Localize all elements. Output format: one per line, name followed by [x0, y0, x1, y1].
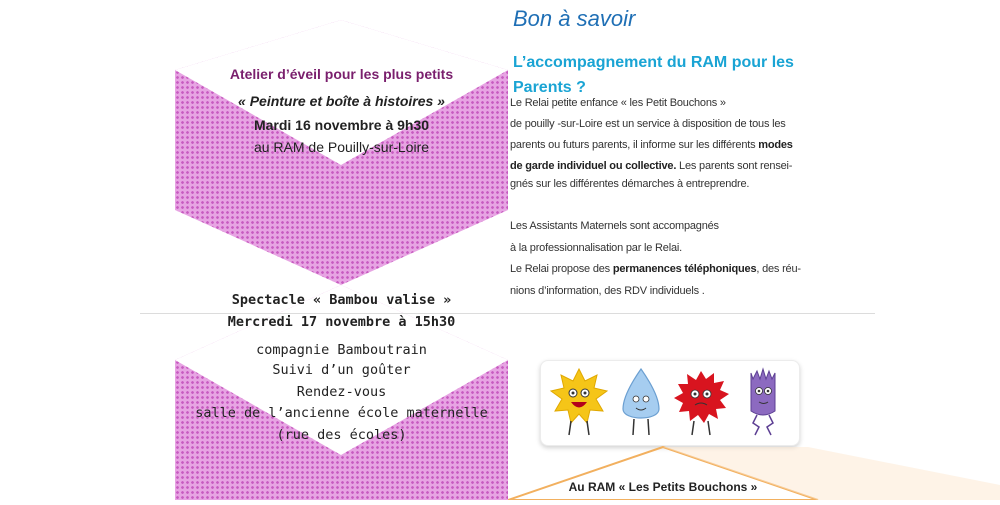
spectacle-line: (rue des écoles): [276, 427, 407, 443]
para-text: Les parents sont rensei-: [676, 160, 793, 172]
para-line: [510, 135, 793, 156]
atelier-label: Atelier d’éveil pour les plus petits: [229, 66, 454, 82]
info-subheading: L’accompagnement du RAM pour les Parents ?: [513, 54, 794, 96]
para-bold: permanences téléphoniques: [612, 263, 757, 275]
para-line: nions d’information, des RDV individuels .: [510, 285, 705, 297]
para-line: de pouilly -sur-Loire est un service à disposition de tous les: [510, 118, 786, 130]
atelier-date: Mardi 16 novembre à 9h30: [253, 117, 430, 133]
spectacle-line: salle de l’ancienne école maternelle: [195, 405, 488, 421]
sun-mascot-icon: [551, 369, 607, 435]
ram-label: Au RAM « Les Petits Bouchons »: [568, 480, 758, 494]
para-line: [510, 259, 801, 280]
spectacle-line: Suivi d’un goûter: [272, 362, 411, 378]
red-fuzzy-mascot-icon: [674, 371, 729, 435]
para-bold: modes: [758, 139, 793, 151]
para-line: à la professionnalisation par le Relai.: [510, 242, 682, 254]
para-line: Les Assistants Maternels sont accompagnés: [510, 220, 719, 232]
purple-mascot-icon: [751, 369, 775, 435]
spectacle-line: compagnie Bamboutrain: [256, 342, 427, 358]
atelier-place: au RAM de Pouilly-sur-Loire: [253, 139, 430, 155]
spectacle-title: Spectacle « Bambou valise »: [231, 292, 452, 308]
spectacle-line: Rendez-vous: [296, 384, 387, 400]
atelier-title: « Peinture et boîte à histoires »: [238, 93, 445, 109]
para-bold: de garde individuel ou collective.: [510, 160, 677, 172]
para-text: parents ou futurs parents, il informe sur les différents: [510, 139, 759, 151]
para-text: , des réu-: [756, 263, 801, 275]
para-line: Le Relai petite enfance « les Petit Bouchons »: [510, 97, 726, 109]
spectacle-date: Mercredi 17 novembre à 15h30: [227, 314, 456, 330]
water-drop-mascot-icon: [623, 369, 659, 435]
para-text: Le Relai propose des: [510, 263, 613, 275]
mascots-card: [540, 360, 800, 446]
info-heading: Bon à savoir: [513, 6, 636, 31]
para-line: gnés sur les différentes démarches à entreprendre.: [510, 178, 750, 190]
